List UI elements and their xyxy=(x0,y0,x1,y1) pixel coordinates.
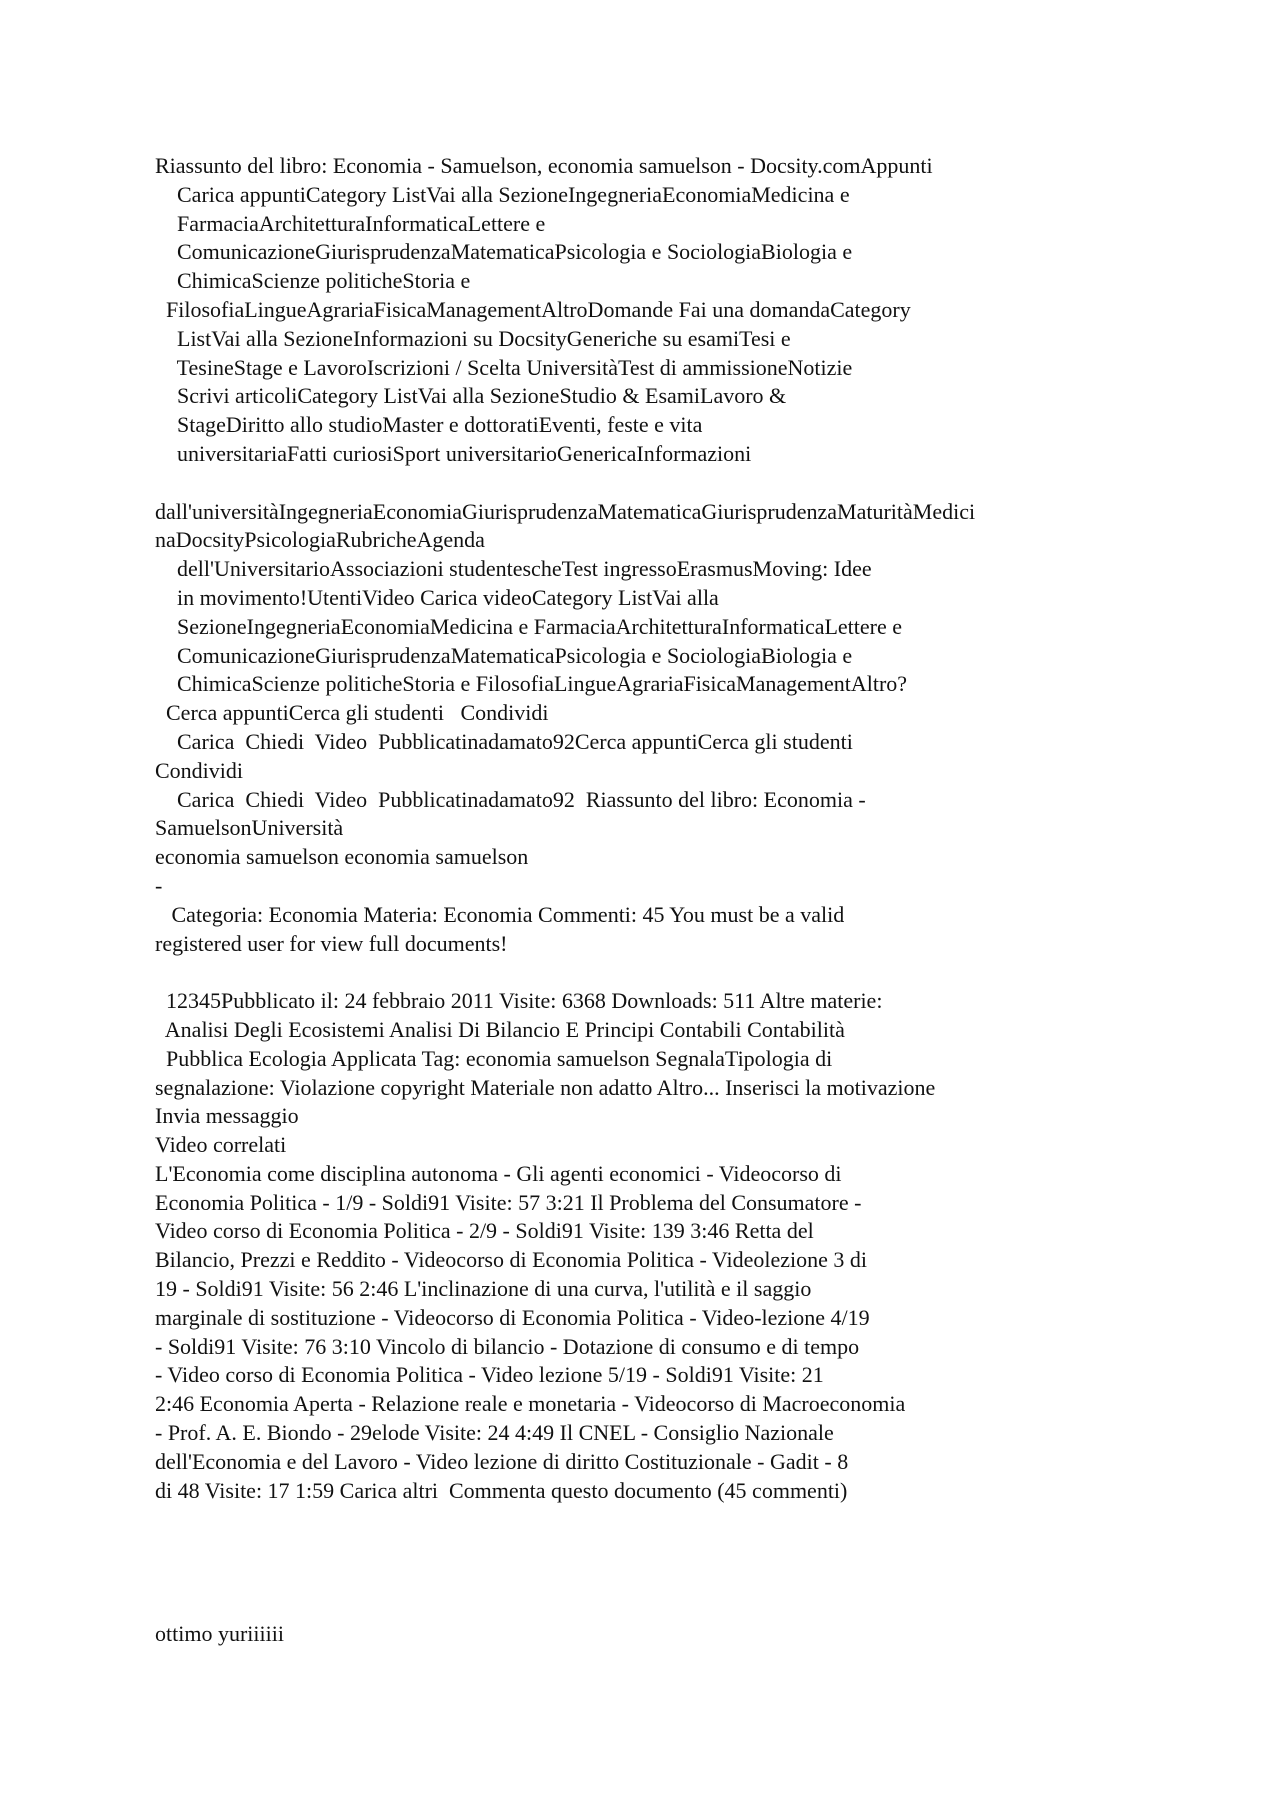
comment-text: ottimo yuriiiiii xyxy=(155,1621,284,1647)
text-line: SamuelsonUniversità xyxy=(155,815,344,841)
text-line: - Prof. A. E. Biondo - 29elode Visite: 24 4:49 Il CNEL - Consiglio Nazionale xyxy=(155,1420,834,1446)
text-line: dell'UniversitarioAssociazioni studentescheTest ingressoErasmusMoving: Idee xyxy=(155,556,872,582)
text-line: ComunicazioneGiurisprudenzaMatematicaPsicologia e SociologiaBiologia e xyxy=(155,642,853,668)
text-line xyxy=(155,958,1155,987)
text-line: ListVai alla SezioneInformazioni su DocsityGeneriche su esamiTesi e xyxy=(155,325,791,351)
text-line: Invia messaggio xyxy=(155,1103,299,1129)
text-line: L'Economia come disciplina autonoma - Gli agenti economici - Videocorso di xyxy=(155,1160,842,1186)
text-line: universitariaFatti curiosiSport universitarioGenericaInformazioni xyxy=(155,440,752,466)
text-line: Pubblica Ecologia Applicata Tag: economia samuelson SegnalaTipologia di xyxy=(155,1045,833,1071)
text-line: dall'universitàIngegneriaEconomiaGiurisprudenzaMatematicaGiurisprudenzaMaturitàMedici xyxy=(155,498,976,524)
text-line: Cerca appuntiCerca gli studenti Condividi xyxy=(155,700,549,726)
text-line: Video corso di Economia Politica - 2/9 - Soldi91 Visite: 139 3:46 Retta del xyxy=(155,1218,814,1244)
text-line: Categoria: Economia Materia: Economia Commenti: 45 You must be a valid xyxy=(155,901,845,927)
text-line: TesineStage e LavoroIscrizioni / Scelta UniversitàTest di ammissioneNotizie xyxy=(155,354,853,380)
text-line: FarmaciaArchitetturaInformaticaLettere e xyxy=(155,210,546,236)
text-line: dell'Economia e del Lavoro - Video lezione di diritto Costituzionale - Gadit - 8 xyxy=(155,1448,849,1474)
spacer xyxy=(155,1505,1155,1620)
text-line: naDocsityPsicologiaRubricheAgenda xyxy=(155,527,485,553)
text-line: - xyxy=(155,872,163,898)
text-line: ChimicaScienze politicheStoria e xyxy=(155,268,471,294)
text-line: segnalazione: Violazione copyright Materiale non adatto Altro... Inserisci la motivazione xyxy=(155,1074,936,1100)
text-line: 19 - Soldi91 Visite: 56 2:46 L'inclinazione di una curva, l'utilità e il saggio xyxy=(155,1276,812,1302)
text-line: ComunicazioneGiurisprudenzaMatematicaPsicologia e SociologiaBiologia e xyxy=(155,239,853,265)
text-line: Video correlati xyxy=(155,1132,287,1158)
text-line: 2:46 Economia Aperta - Relazione reale e monetaria - Videocorso di Macroeconomia xyxy=(155,1391,906,1417)
text-line: - Video corso di Economia Politica - Video lezione 5/19 - Soldi91 Visite: 21 xyxy=(155,1362,824,1388)
text-line: SezioneIngegneriaEconomiaMedicina e FarmaciaArchitetturaInformaticaLettere e xyxy=(155,613,903,639)
text-line xyxy=(155,469,1155,498)
text-line: economia samuelson economia samuelson xyxy=(155,844,529,870)
text-line: Economia Politica - 1/9 - Soldi91 Visite: 57 3:21 Il Problema del Consumatore - xyxy=(155,1189,862,1215)
text-line: registered user for view full documents! xyxy=(155,930,508,956)
text-line: Carica Chiedi Video Pubblicatinadamato92Cerca appuntiCerca gli studenti xyxy=(155,728,853,754)
text-line: ChimicaScienze politicheStoria e FilosofiaLingueAgrariaFisicaManagementAltro? xyxy=(155,671,908,697)
text-line: Scrivi articoliCategory ListVai alla SezioneStudio & EsamiLavoro & xyxy=(155,383,787,409)
text-line: Condividi xyxy=(155,757,244,783)
text-line: Carica Chiedi Video Pubblicatinadamato92 Riassunto del libro: Economia - xyxy=(155,786,866,812)
text-line: - Soldi91 Visite: 76 3:10 Vincolo di bilancio - Dotazione di consumo e di tempo xyxy=(155,1333,860,1359)
text-line: 12345Pubblicato il: 24 febbraio 2011 Visite: 6368 Downloads: 511 Altre materie: xyxy=(155,988,883,1014)
document-body xyxy=(155,152,1155,1649)
text-line: Riassunto del libro: Economia - Samuelson, economia samuelson - Docsity.comAppunti xyxy=(155,153,933,178)
text-line: Carica appuntiCategory ListVai alla SezioneIngegneriaEconomiaMedicina e xyxy=(155,181,850,207)
text-line: FilosofiaLingueAgrariaFisicaManagementAltroDomande Fai una domandaCategory xyxy=(155,296,911,322)
text-line: StageDiritto allo studioMaster e dottoratiEventi, feste e vita xyxy=(155,412,703,438)
text-line: Analisi Degli Ecosistemi Analisi Di Bilancio E Principi Contabili Contabilità xyxy=(155,1016,845,1042)
text-line: Bilancio, Prezzi e Reddito - Videocorso di Economia Politica - Videolezione 3 di xyxy=(155,1247,867,1273)
text-line: marginale di sostituzione - Videocorso di Economia Politica - Video-lezione 4/19 xyxy=(155,1304,870,1330)
text-line: di 48 Visite: 17 1:59 Carica altri Commenta questo documento (45 commenti) xyxy=(155,1477,848,1503)
text-line: in movimento!UtentiVideo Carica videoCategory ListVai alla xyxy=(155,584,719,610)
